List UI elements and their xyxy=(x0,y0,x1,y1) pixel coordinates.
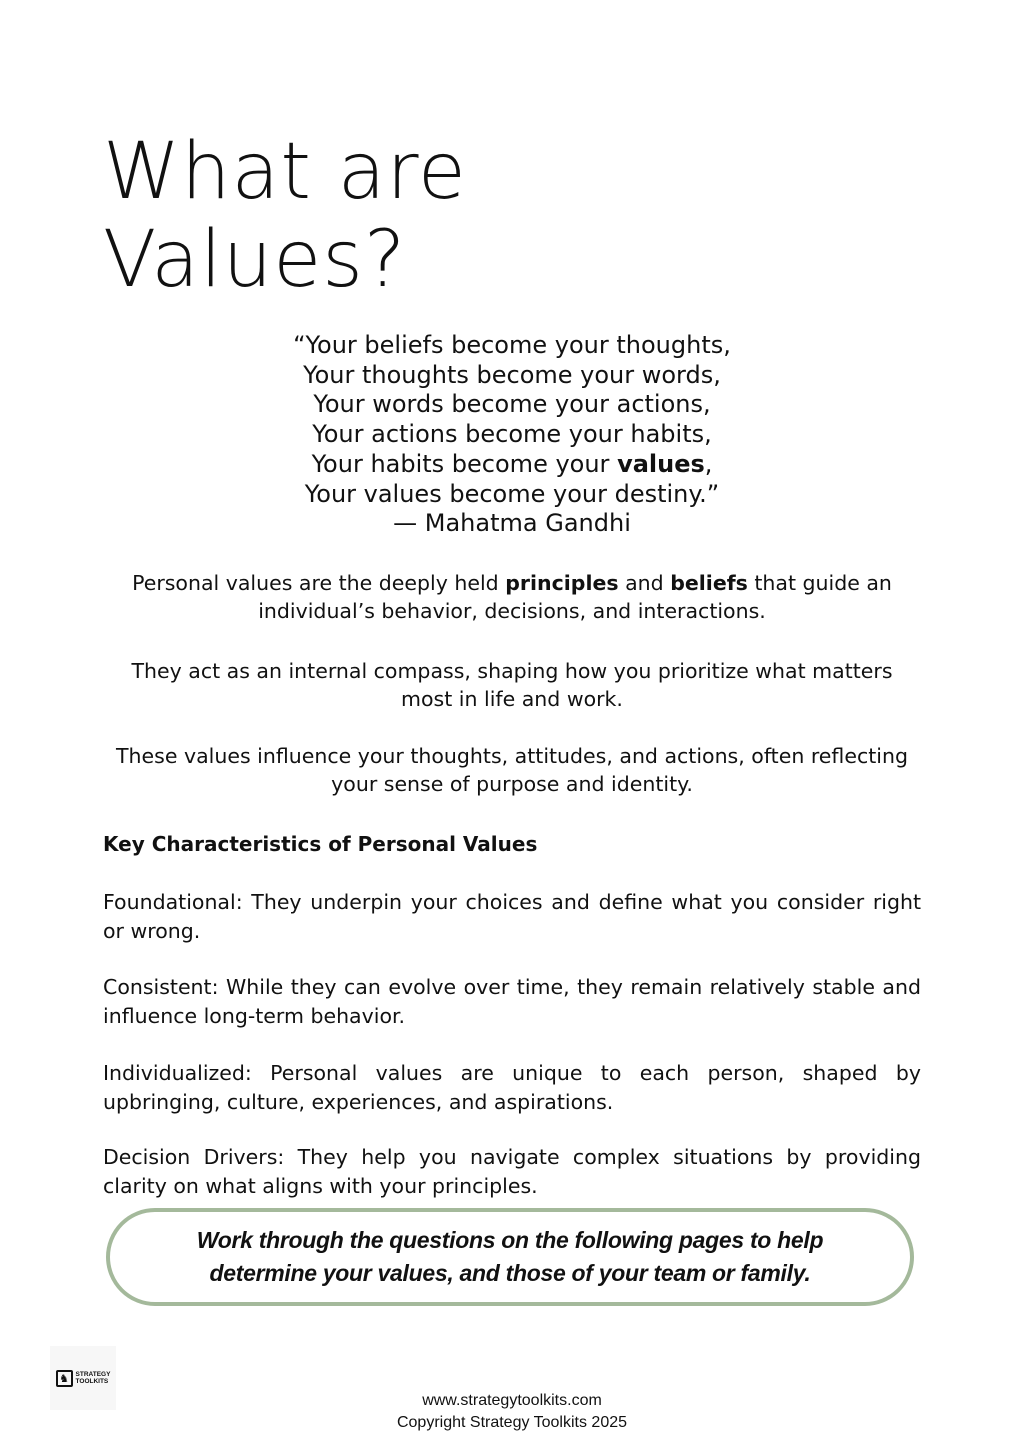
quote-line-2: Your thoughts become your words, xyxy=(303,360,721,389)
intro-text: and xyxy=(618,571,671,595)
callout-text xyxy=(197,1224,823,1290)
section-heading: Key Characteristics of Personal Values xyxy=(103,832,538,856)
characteristic-consistent: Consistent: While they can evolve over time, they remain relatively stable and influence long-term behavior. xyxy=(103,975,921,1028)
intro-paragraph-3: These values influence your thoughts, attitudes, and actions, often reflecting your sense of purpose and identity. xyxy=(116,744,908,796)
logo-wordmark xyxy=(76,1371,111,1385)
characteristic-individualized: Individualized: Personal values are unique to each person, shaped by upbringing, culture, experiences, and aspirations. xyxy=(103,1061,921,1114)
logo-line-2: TOOLKITS xyxy=(75,1378,109,1385)
quote-line-6: Your values become your destiny.” xyxy=(304,479,720,508)
quote-line-5-text: Your habits become your xyxy=(311,449,618,478)
intro-paragraph-1 xyxy=(103,569,921,625)
intro-text: that guide an individual’s behavior, decisions, and interactions. xyxy=(258,571,892,623)
callout-line-1: Work through the questions on the following pages to help xyxy=(196,1227,824,1253)
callout-box xyxy=(106,1208,914,1306)
emphasis-principles: principles xyxy=(505,571,619,595)
title-line-2: Values? xyxy=(103,215,407,305)
emphasis-beliefs: beliefs xyxy=(670,571,748,595)
knight-chess-piece-icon: ♞ xyxy=(56,1370,73,1387)
intro-text: Personal values are the deeply held xyxy=(132,571,506,595)
footer-website: www.strategytoolkits.com xyxy=(422,1392,602,1409)
quote-line-4: Your actions become your habits, xyxy=(312,420,712,449)
footer-copyright: Copyright Strategy Toolkits 2025 xyxy=(396,1414,628,1431)
quote-line-1: “Your beliefs become your thoughts, xyxy=(293,331,731,359)
quote-attribution: — Mahatma Gandhi xyxy=(393,509,631,538)
intro-paragraph-2: They act as an internal compass, shaping how you prioritize what matters most in life and work. xyxy=(131,659,893,711)
title-line-1: What are xyxy=(103,127,467,217)
quote-line-3: Your words become your actions, xyxy=(313,390,711,419)
characteristic-foundational: Foundational: They underpin your choices and define what you consider right or wrong. xyxy=(103,890,921,943)
logo-line-1: STRATEGY xyxy=(75,1371,111,1378)
page-footer xyxy=(0,1390,1024,1434)
quote-line-5-punct: , xyxy=(704,449,713,478)
quote-line-5 xyxy=(200,450,824,480)
gandhi-quote xyxy=(200,331,824,539)
quote-emphasis-values: values xyxy=(617,449,705,478)
page-title xyxy=(103,128,703,304)
callout-line-2: determine your values, and those of your team or family. xyxy=(209,1260,811,1286)
characteristic-decision-drivers: Decision Drivers: They help you navigate complex situations by providing clarity on what aligns with your principles. xyxy=(103,1145,921,1198)
